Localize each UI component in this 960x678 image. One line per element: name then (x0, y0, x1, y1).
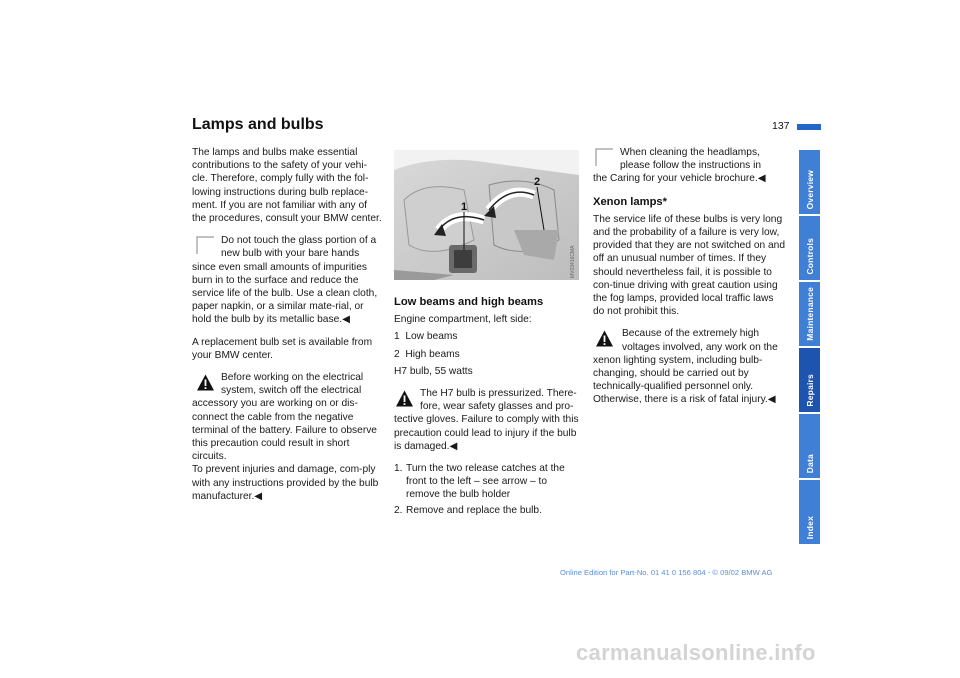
step-item (394, 462, 580, 502)
hint-text-first: Do not touch the glass portion of a new bulb with your bare hands (221, 235, 377, 260)
hint-note-bulb-glass (192, 234, 382, 326)
beam-item-number: 1 (394, 331, 400, 343)
sidebar-tab-label: Data (804, 453, 815, 473)
column-1 (192, 146, 382, 512)
bulb-spec: H7 bulb, 55 watts (394, 365, 473, 377)
warning-note-electrical (192, 371, 382, 503)
column-2 (394, 296, 580, 519)
steps-list (394, 462, 580, 517)
xenon-body: The service life of these bulbs is very long and the probability of a failure is very low, provided that they are not switched on and off an unusual number of times. If they should nevertheless fail, it is possible to con-tinue driving with great caution using the fog lamps, provided local traffic laws do not prohibit this. (593, 213, 785, 318)
hint-text-rest: since even small amounts of impurities burn in to the surface and reduce the service life of the bulb. Use a clean cloth, paper napkin, or a similar mate-rial, or hold the bulb by its metallic base.◀ (192, 261, 378, 326)
step-number: 1. (394, 463, 403, 475)
watermark-text: carmanualsonline.info (576, 640, 816, 665)
sidebar-tab-label: Controls (804, 238, 815, 275)
sidebar-tab-label: Repairs (804, 374, 815, 407)
warning-text-first: Before working on the electrical system, switch off the electrical (221, 372, 364, 397)
beam-item-number: 2 (394, 348, 400, 360)
column-3 (593, 146, 785, 416)
hint-text-first: When cleaning the headlamps, please follow the instructions in (620, 147, 762, 172)
sidebar-tab-label: Index (804, 515, 815, 539)
engine-compartment-photo (394, 150, 579, 280)
location-text: Engine compartment, left side: (394, 314, 532, 326)
hint-note-cleaning (593, 146, 785, 186)
section-heading-xenon: Xenon lamps* (593, 195, 667, 208)
warning-triangle-icon (395, 389, 414, 408)
sidebar-tab-controls[interactable] (799, 216, 820, 280)
page-number-bar (797, 124, 821, 130)
hint-icon (595, 148, 614, 167)
warning-text-rest: tective gloves. Failure to comply with this precaution could lead to injury if the bulb is damaged.◀ (394, 414, 579, 452)
beam-item-2 (394, 348, 580, 361)
step-text: Turn the two release catches at the front to the left – see arrow – to remove the bulb holder (406, 463, 565, 501)
warning-text-rest: xenon lighting system, including bulb-changing, should be carried out by technically-qualified personnel only. Otherwise, there is a risk of fatal injury.◀ (593, 354, 776, 406)
warning-text-first: The H7 bulb is pressurized. There-fore, wear safety glasses and pro- (420, 388, 577, 413)
page-title: Lamps and bulbs (192, 116, 324, 133)
hint-icon (196, 236, 215, 255)
step-number: 2. (394, 504, 403, 516)
beam-item-1 (394, 330, 580, 343)
photo-label-2: 2 (534, 176, 541, 188)
sidebar-tab-index[interactable] (799, 480, 820, 544)
sidebar-tab-label: Overview (804, 169, 815, 209)
sidebar-tab-repairs[interactable] (799, 348, 820, 412)
sidebar-tab-maintenance[interactable] (799, 282, 820, 346)
photo-code: MV03416CMA (570, 245, 576, 278)
warning-triangle-icon (196, 373, 215, 392)
footer-edition-text: Online Edition for Part-No. 01 41 0 156 804 - © 09/02 BMW AG (560, 568, 773, 577)
section-heading-beams: Low beams and high beams (394, 296, 544, 308)
warning-text-first: Because of the extremely high voltages involved, any work on the (622, 328, 778, 353)
sidebar-tab-label: Maintenance (804, 287, 815, 341)
warning-text-extra: To prevent injuries and damage, com-ply with any instructions provided by the bulb manufacturer.◀ (192, 464, 379, 502)
warning-note-h7 (394, 387, 580, 453)
sidebar-tab-data[interactable] (799, 414, 820, 478)
warning-text-rest: accessory you are working on or dis-connect the cable from the negative terminal of the battery. Failure to observe this precaution could result in short circuits. (192, 398, 377, 463)
beam-item-label: Low beams (405, 331, 458, 343)
photo-label-1: 1 (461, 201, 468, 213)
page-number: 137 (772, 120, 790, 132)
replacement-paragraph: A replacement bulb set is available from your BMW center. (192, 336, 373, 361)
sidebar-tab-overview[interactable] (799, 150, 820, 214)
step-text: Remove and replace the bulb. (406, 504, 542, 516)
intro-paragraph: The lamps and bulbs make essential contributions to the safety of your vehi-cle. Therefore, comply fully with the fol-lowing instructions during bulb replace-ment. If you are not familiar with any of the procedures, consult your BMW center. (192, 147, 382, 225)
hint-text-rest: the Caring for your vehicle brochure.◀ (593, 173, 766, 185)
warning-triangle-icon (595, 329, 614, 348)
beam-item-label: High beams (405, 348, 460, 360)
warning-note-xenon (593, 327, 785, 406)
step-item (394, 504, 580, 517)
